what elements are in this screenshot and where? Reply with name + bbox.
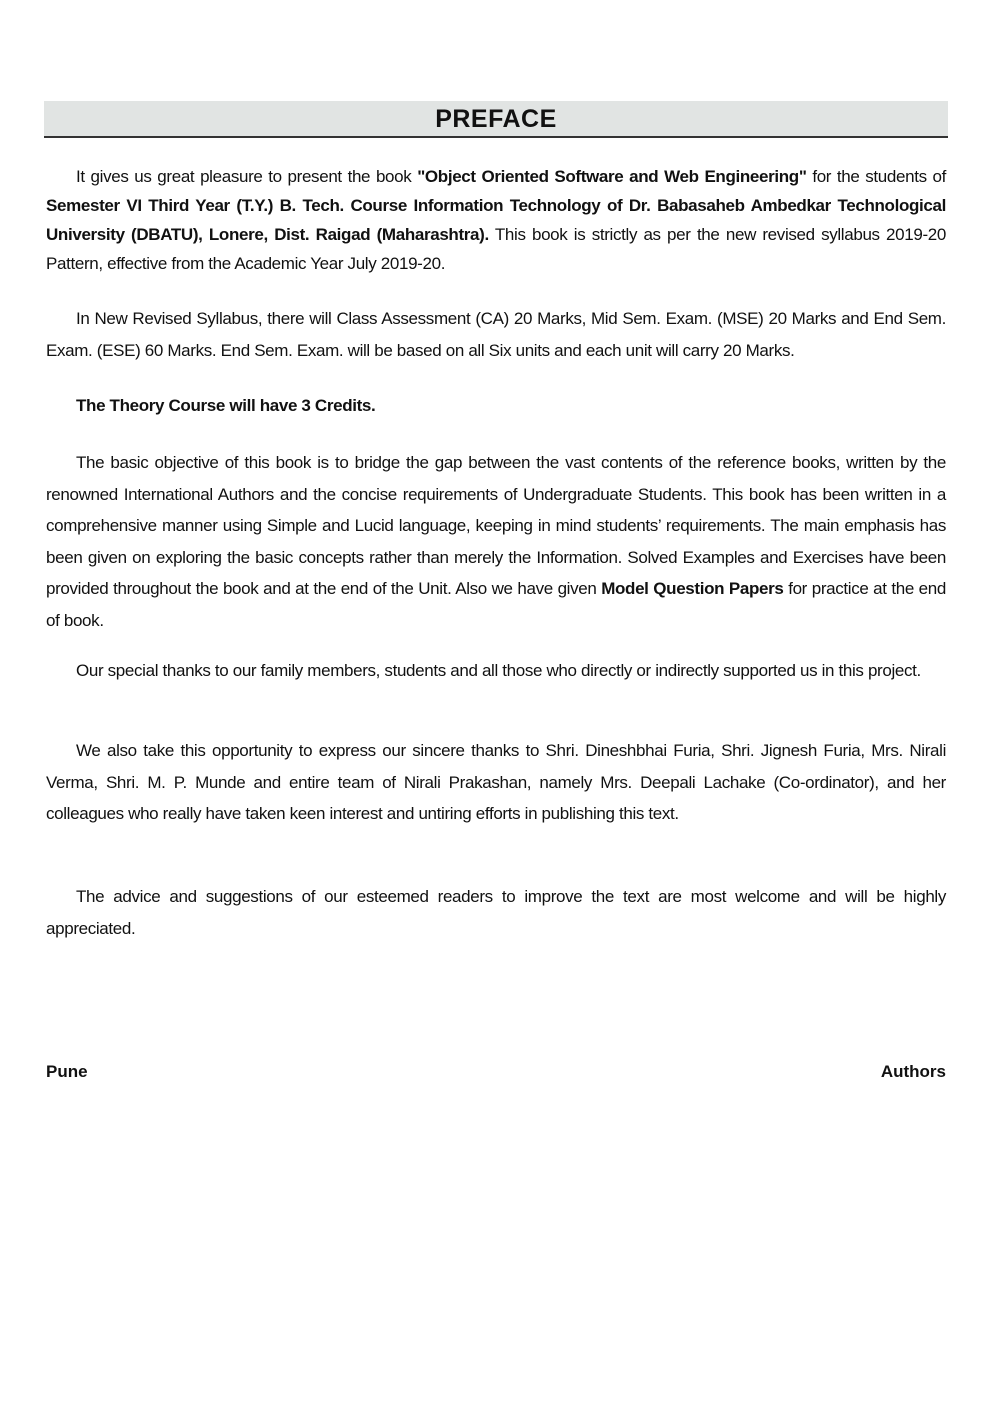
preface-header [44,101,948,138]
text-segment: In New Revised Syllabus, there will Class Assessment (CA) 20 Marks, Mid Sem. Exam. (MSE) 20 Marks and End Sem. Exam. (ESE) 60 Marks. End Sem. Exam. will be based on all Six units and each unit will carry 20 Marks. [46,309,946,360]
authors-signature: Authors [880,1062,946,1081]
paragraph-suggestions [46,881,946,944]
paragraph-thanks [46,655,946,687]
paragraph-credits [46,390,946,422]
text-segment: It gives us great pleasure to present the book [76,167,418,186]
bold-text: "Object Oriented Software and Web Engineering" [417,167,807,186]
bold-text: The Theory Course will have 3 Credits. [76,396,376,415]
page-title: PREFACE [435,105,557,133]
text-segment: This book is strictly as per the new revised syllabus 2019-20 Pattern, effective from the Academic Year July 2019-20. [46,225,946,273]
text-segment: The advice and suggestions of our esteemed readers to improve the text are most welcome and will be highly appreciated. [46,887,946,938]
paragraph-acknowledgements [46,735,946,830]
paragraph-objective [46,447,946,636]
place-label: Pune [46,1062,88,1081]
paragraph-intro [46,162,946,278]
text-segment: The basic objective of this book is to bridge the gap between the vast contents of the reference books, written by the renowned International Authors and the concise requirements of Undergraduate Students. This book has been written in a comprehensive manner using Simple and Lucid language, keeping in mind students’ requirements. The main emphasis has been given on exploring the basic concepts rather than merely the Information. Solved Examples and Exercises have been provided throughout the book and at the end of the Unit. Also we have given [46,453,946,598]
paragraph-assessment [46,303,946,366]
text-segment: for the students of [806,167,947,186]
text-segment: Our special thanks to our family members, students and all those who directly or indirectly supported us in this project. [76,661,921,680]
bold-text: Semester VI Third Year (T.Y.) B. Tech. Course Information Technology of Dr. Babasaheb Ambedkar Technological University (DBATU), Lonere, Dist. Raigad (Maharashtra). [46,196,946,244]
text-segment: for practice at the end of book. [46,579,946,630]
bold-text: Model Question Papers [601,579,784,598]
text-segment: We also take this opportunity to express our sincere thanks to Shri. Dineshbhai Furia, Shri. Jignesh Furia, Mrs. Nirali Verma, Shri. M. P. Munde and entire team of Nirali Prakashan, namely Mrs. Deepali Lachake (Co-ordinator), and her colleagues who really have taken keen interest and untiring efforts in publishing this text. [46,741,946,823]
